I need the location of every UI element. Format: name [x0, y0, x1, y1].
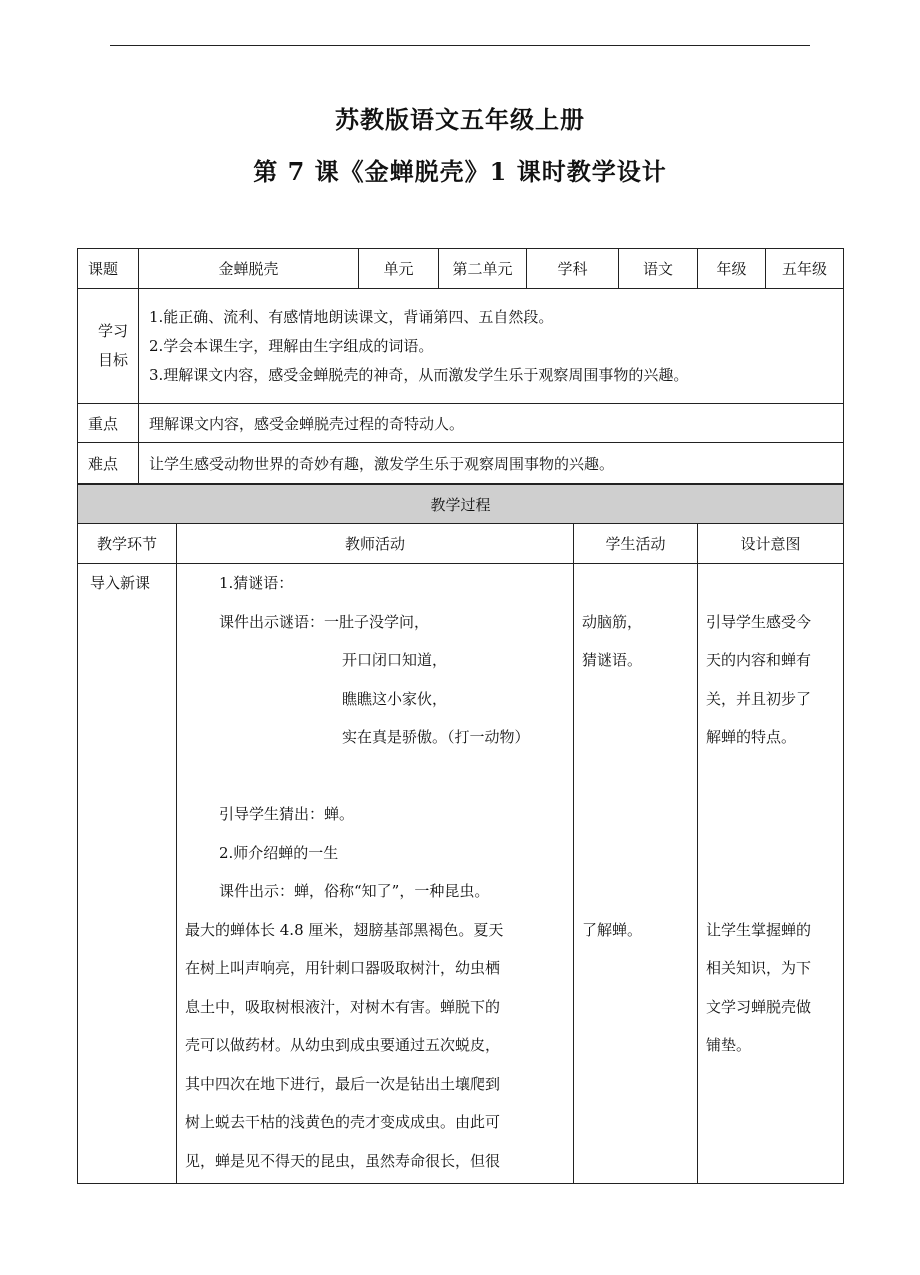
- teacher-line: 息土中，吸取树根液汁，对树木有害。蝉脱下的: [185, 997, 501, 1016]
- unit-label: 单元: [359, 249, 439, 289]
- teacher-line: 树上蜕去干枯的浅黄色的壳才变成成虫。由此可: [185, 1113, 501, 1131]
- intent-line: 关，并且初步了: [706, 689, 812, 708]
- student-line: 了解蝉。: [582, 920, 643, 939]
- header-rule: [110, 45, 810, 46]
- teacher-line: 在树上叫声响亮，用针刺口器吸取树汁，幼虫栖: [185, 959, 501, 977]
- difficulty-label: 难点: [78, 443, 139, 484]
- teacher-line: 见，蝉是见不得天的昆虫，虽然寿命很长，但很: [185, 1151, 501, 1170]
- discipline-label: 学科: [527, 249, 619, 289]
- goal-item: 3.理解课文内容，感受金蝉脱壳的神奇，从而激发学生乐于观察周围事物的兴趣。: [149, 365, 689, 384]
- teacher-line: 2.师介绍蝉的一生: [219, 843, 339, 862]
- teacher-line: 最大的蝉体长 4.8 厘米，翅膀基部黑褐色。夏天: [185, 920, 504, 939]
- key-value: 理解课文内容，感受金蝉脱壳过程的奇特动人。: [139, 404, 844, 443]
- grade-value: 五年级: [766, 249, 844, 289]
- student-activity-cell: [574, 564, 698, 1184]
- teacher-activity-cell: [177, 564, 574, 1184]
- document-title: 苏教版语文五年级上册: [335, 105, 585, 134]
- process-section-title: 教学过程: [78, 485, 844, 524]
- key-label: 重点: [78, 404, 139, 443]
- teacher-line-blank: [177, 757, 573, 796]
- stage-label: 导入新课: [90, 574, 151, 592]
- difficulty-value: 让学生感受动物世界的奇妙有趣，激发学生乐于观察周围事物的兴趣。: [139, 443, 844, 484]
- goal-item: 1.能正确、流利、有感情地朗读课文，背诵第四、五自然段。: [149, 307, 554, 326]
- goal-item: 2.学会本课生字，理解由生字组成的词语。: [149, 336, 434, 355]
- column-header-intent: 设计意图: [698, 524, 844, 564]
- intent-line: 引导学生感受今: [706, 612, 812, 631]
- goals-list: [139, 289, 844, 404]
- teacher-line: 课件出示：蝉，俗称“知了”，一种昆虫。: [219, 882, 490, 900]
- stage-cell: [78, 564, 177, 1184]
- teacher-line: 壳可以做药材。从幼虫到成虫要通过五次蜕皮，: [185, 1036, 501, 1054]
- process-table: [77, 484, 844, 1184]
- grade-label: 年级: [698, 249, 766, 289]
- teacher-line: 引导学生猜出：蝉。: [219, 805, 355, 823]
- teacher-line: 其中四次在地下进行，最后一次是钻出土壤爬到: [185, 1074, 501, 1093]
- teacher-line: 1.猜谜语：: [219, 574, 294, 592]
- design-intent-cell: [698, 564, 844, 1184]
- discipline-value: 语文: [619, 249, 698, 289]
- teacher-line: 课件出示谜语：一肚子没学问，: [219, 612, 430, 631]
- teacher-line: 瞧瞧这小家伙，: [342, 689, 448, 708]
- student-line: 猜谜语。: [582, 651, 643, 669]
- student-line: 动脑筋，: [582, 612, 643, 631]
- intent-line: 解蝉的特点。: [706, 728, 797, 746]
- subject-label: 课题: [78, 249, 139, 289]
- column-header-student: 学生活动: [574, 524, 698, 564]
- intent-line: 天的内容和蝉有: [706, 651, 812, 669]
- column-header-stage: 教学环节: [78, 524, 177, 564]
- intent-line: 文学习蝉脱壳做: [706, 997, 812, 1016]
- intent-line: 相关知识，为下: [706, 959, 812, 977]
- intent-line: 铺垫。: [706, 1036, 752, 1054]
- lesson-title: 第 7 课《金蝉脱壳》1 课时教学设计: [253, 157, 667, 186]
- teacher-line: 开口闭口知道，: [342, 651, 448, 669]
- column-header-teacher: 教师活动: [177, 524, 574, 564]
- intent-line: 让学生掌握蝉的: [706, 920, 812, 939]
- subject-value: 金蝉脱壳: [139, 249, 359, 289]
- teacher-line: 实在真是骄傲。（打一动物）: [342, 728, 530, 746]
- unit-value: 第二单元: [439, 249, 527, 289]
- goals-label: 学习 目标: [78, 289, 139, 404]
- lesson-info-table: [77, 248, 844, 484]
